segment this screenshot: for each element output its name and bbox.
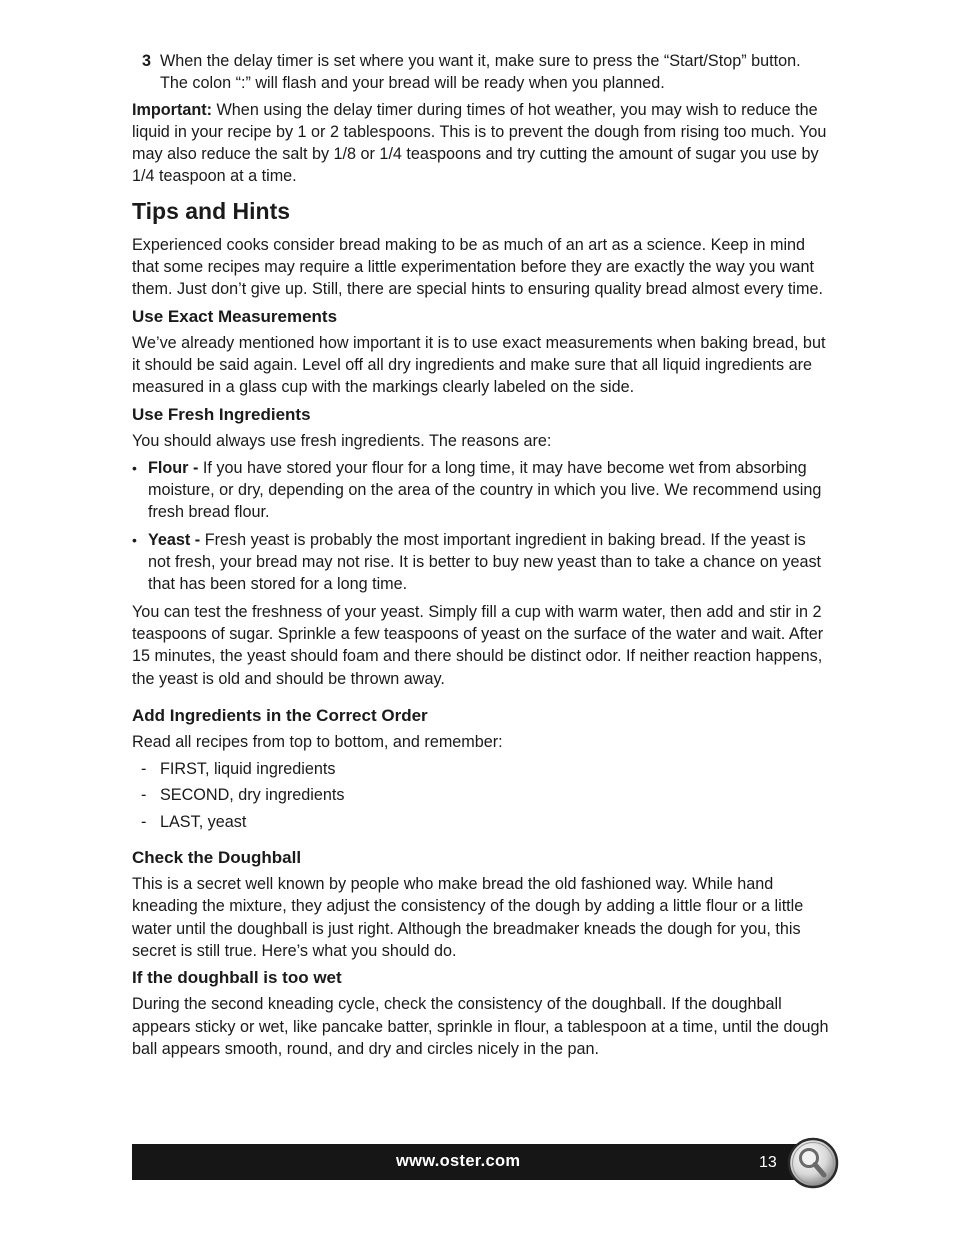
page-number: 13 <box>759 1154 777 1171</box>
heading-correct-order: Add Ingredients in the Correct Order <box>132 705 428 725</box>
bullet-icon: • <box>132 531 137 548</box>
bullet-label: Yeast - <box>148 530 201 549</box>
order-item <box>132 758 832 780</box>
bullet-text: If you have stored your flour for a long time, it may have become wet from absorbing moisture, or dry, depending on the area of the country in which you live. We recommend using fresh bread flour. <box>148 458 822 522</box>
step-3 <box>132 50 832 95</box>
order-item-text: FIRST, liquid ingredients <box>160 760 336 779</box>
heading-too-wet: If the doughball is too wet <box>132 968 342 988</box>
step-text: When the delay timer is set where you want it, make sure to press the “Start/Stop” button. The colon “:” will flash and your bread will be ready when you planned. <box>160 52 801 93</box>
section-title: Tips and Hints <box>132 197 291 224</box>
important-label: Important: <box>132 100 213 119</box>
order-intro: Read all recipes from top to bottom, and remember: <box>132 732 503 751</box>
yeast-test-text: You can test the freshness of your yeast. Simply fill a cup with warm water, then add and stir in 2 teaspoons of sugar. Sprinkle a few teaspoons of yeast on the surface of the water and wait. After 15 minutes, the yeast should foam and there should be distinct odor. If neither reaction happens, the yeast is old and should be thrown away. <box>132 602 824 688</box>
bullet-icon: • <box>132 459 137 476</box>
dash-icon: - <box>141 760 147 779</box>
footer-bar <box>132 1144 814 1180</box>
tips-intro: Experienced cooks consider bread making to be as much of an art as a science. Keep in mind that some recipes may require a little experimentation before they are exactly the way you want them. Just don’t give up. Still, there are special hints to ensuring quality bread almost every time. <box>132 235 824 299</box>
bullet-flour <box>132 457 832 524</box>
heading-check-doughball: Check the Doughball <box>132 848 302 868</box>
doughball-text: This is a secret well known by people who make bread the old fashioned way. While hand kneading the mixture, they adjust the consistency of the dough by adding a little flour or a little water until the doughball is just right. Although the breadmaker kneads the dough for you, this secret is still true. Here’s what you should do. <box>132 875 804 960</box>
dash-icon: - <box>141 812 147 831</box>
magnifier-badge-icon <box>787 1137 839 1189</box>
fresh-intro: You should always use fresh ingredients. The reasons are: <box>132 431 552 450</box>
bullet-label: Flour - <box>148 458 199 477</box>
order-item-text: LAST, yeast <box>160 812 247 831</box>
too-wet-text: During the second kneading cycle, check the consistency of the doughball. If the doughball appears sticky or wet, like pancake batter, sprinkle in flour, a tablespoon at a time, until the dough ball appears smooth, round, and dry and circles nicely in the pan. <box>132 995 829 1058</box>
exact-measurements-text: We’ve already mentioned how important it is to use exact measurements when baking bread, but it should be said again. Level off all dry ingredients and make sure that all liquid ingredients are measured in a glass cup with the markings clearly labeled on the side. <box>132 333 826 397</box>
page-content <box>132 50 832 1065</box>
heading-exact-measurements: Use Exact Measurements <box>132 306 338 326</box>
bullet-text: Fresh yeast is probably the most important ingredient in baking bread. If the yeast is not fresh, your bread may not rise. It is better to buy new yeast than to take a chance on yeast that has been stored for a long time. <box>148 530 822 594</box>
important-note <box>132 99 832 188</box>
heading-fresh-ingredients: Use Fresh Ingredients <box>132 404 311 424</box>
order-item <box>132 811 832 833</box>
footer-url[interactable]: www.oster.com <box>396 1152 521 1170</box>
order-item <box>132 784 832 806</box>
step-number: 3 <box>142 52 152 70</box>
order-item-text: SECOND, dry ingredients <box>160 786 345 805</box>
dash-icon: - <box>141 786 147 805</box>
important-text: When using the delay timer during times of hot weather, you may wish to reduce the liquid in your recipe by 1 or 2 tablespoons. This is to prevent the dough from rising too much. You may also reduce the salt by 1/8 or 1/4 teaspoons and try cutting the amount of sugar you use by 1/4 teaspoon at a time. <box>132 100 827 186</box>
bullet-yeast <box>132 529 832 596</box>
